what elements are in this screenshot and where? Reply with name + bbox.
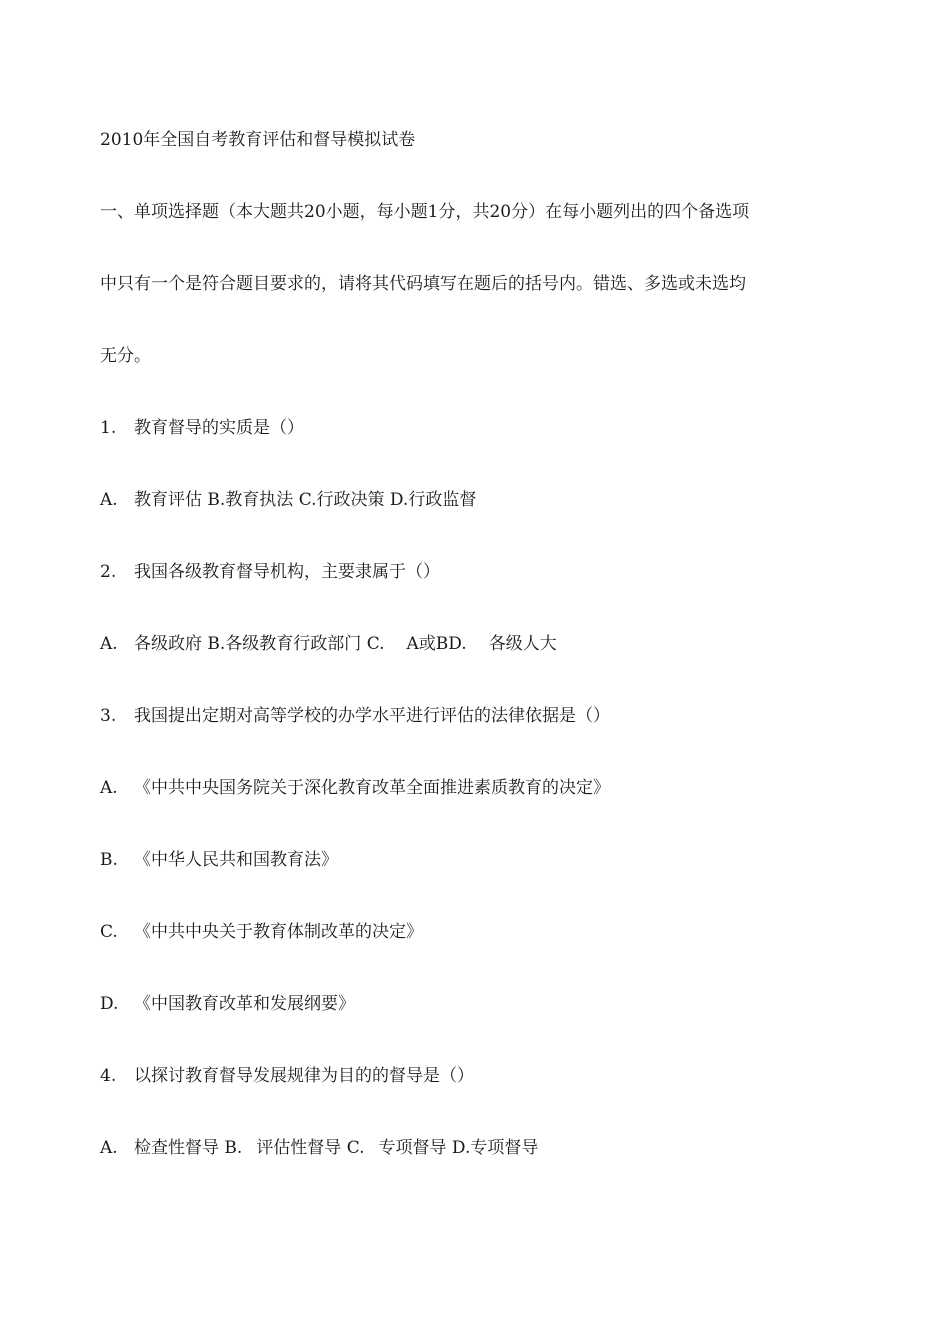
question-3 (100, 704, 610, 728)
question-text: 我国提出定期对高等学校的办学水平进行评估的法律依据是（） (134, 706, 610, 726)
options-text-part-2: A或BD. (406, 634, 467, 654)
section-instructions-line-1: 一、单项选择题（本大题共20小题，每小题1分，共20分）在每小题列出的四个备选项 (100, 202, 750, 222)
options-text-part-3: 专项督导 D.专项督导 (378, 1138, 539, 1158)
question-number: 1. (100, 418, 117, 438)
question-text: 教育督导的实质是（） (134, 418, 304, 438)
option-text: 《中国教育改革和发展纲要》 (134, 994, 355, 1014)
question-3-option-b (100, 848, 338, 872)
question-text: 我国各级教育督导机构，主要隶属于（） (134, 562, 440, 582)
option-text: 《中华人民共和国教育法》 (134, 850, 338, 870)
question-number: 3. (100, 706, 117, 726)
question-2-options (100, 632, 557, 656)
question-3-option-a (100, 776, 610, 800)
option-text: 《中共中央国务院关于深化教育改革全面推进素质教育的决定》 (134, 778, 610, 798)
options-text-part-1: 检查性督导 B. (134, 1138, 243, 1158)
section-instructions-line-3: 无分。 (100, 346, 151, 366)
question-1-options (100, 488, 476, 512)
options-text-part-3: 各级人大 (488, 634, 557, 654)
question-3-option-d (100, 992, 355, 1016)
option-label: D. (100, 994, 119, 1014)
option-label: C. (100, 922, 118, 942)
question-4 (100, 1064, 474, 1088)
question-number: 4. (100, 1066, 117, 1086)
options-text-part-2: 评估性督导 C. (256, 1138, 365, 1158)
section-instructions-line-2: 中只有一个是符合题目要求的，请将其代码填写在题后的括号内。错选、多选或未选均 (100, 274, 746, 294)
options-text: 教育评估 B.教育执法 C.行政决策 D.行政监督 (134, 490, 477, 510)
option-label: A. (100, 778, 118, 798)
question-text: 以探讨教育督导发展规律为目的的督导是（） (134, 1066, 474, 1086)
question-3-option-c (100, 920, 423, 944)
option-label: B. (100, 850, 118, 870)
option-label: A. (100, 634, 118, 654)
option-label: A. (100, 1138, 118, 1158)
question-2 (100, 560, 440, 584)
question-number: 2. (100, 562, 117, 582)
option-label: A. (100, 490, 118, 510)
question-1 (100, 416, 304, 440)
options-text-part-1: 各级政府 B.各级教育行政部门 C. (134, 634, 385, 654)
document-title: 2010年全国自考教育评估和督导模拟试卷 (100, 130, 416, 150)
option-text: 《中共中央关于教育体制改革的决定》 (134, 922, 423, 942)
question-4-options (100, 1136, 538, 1160)
